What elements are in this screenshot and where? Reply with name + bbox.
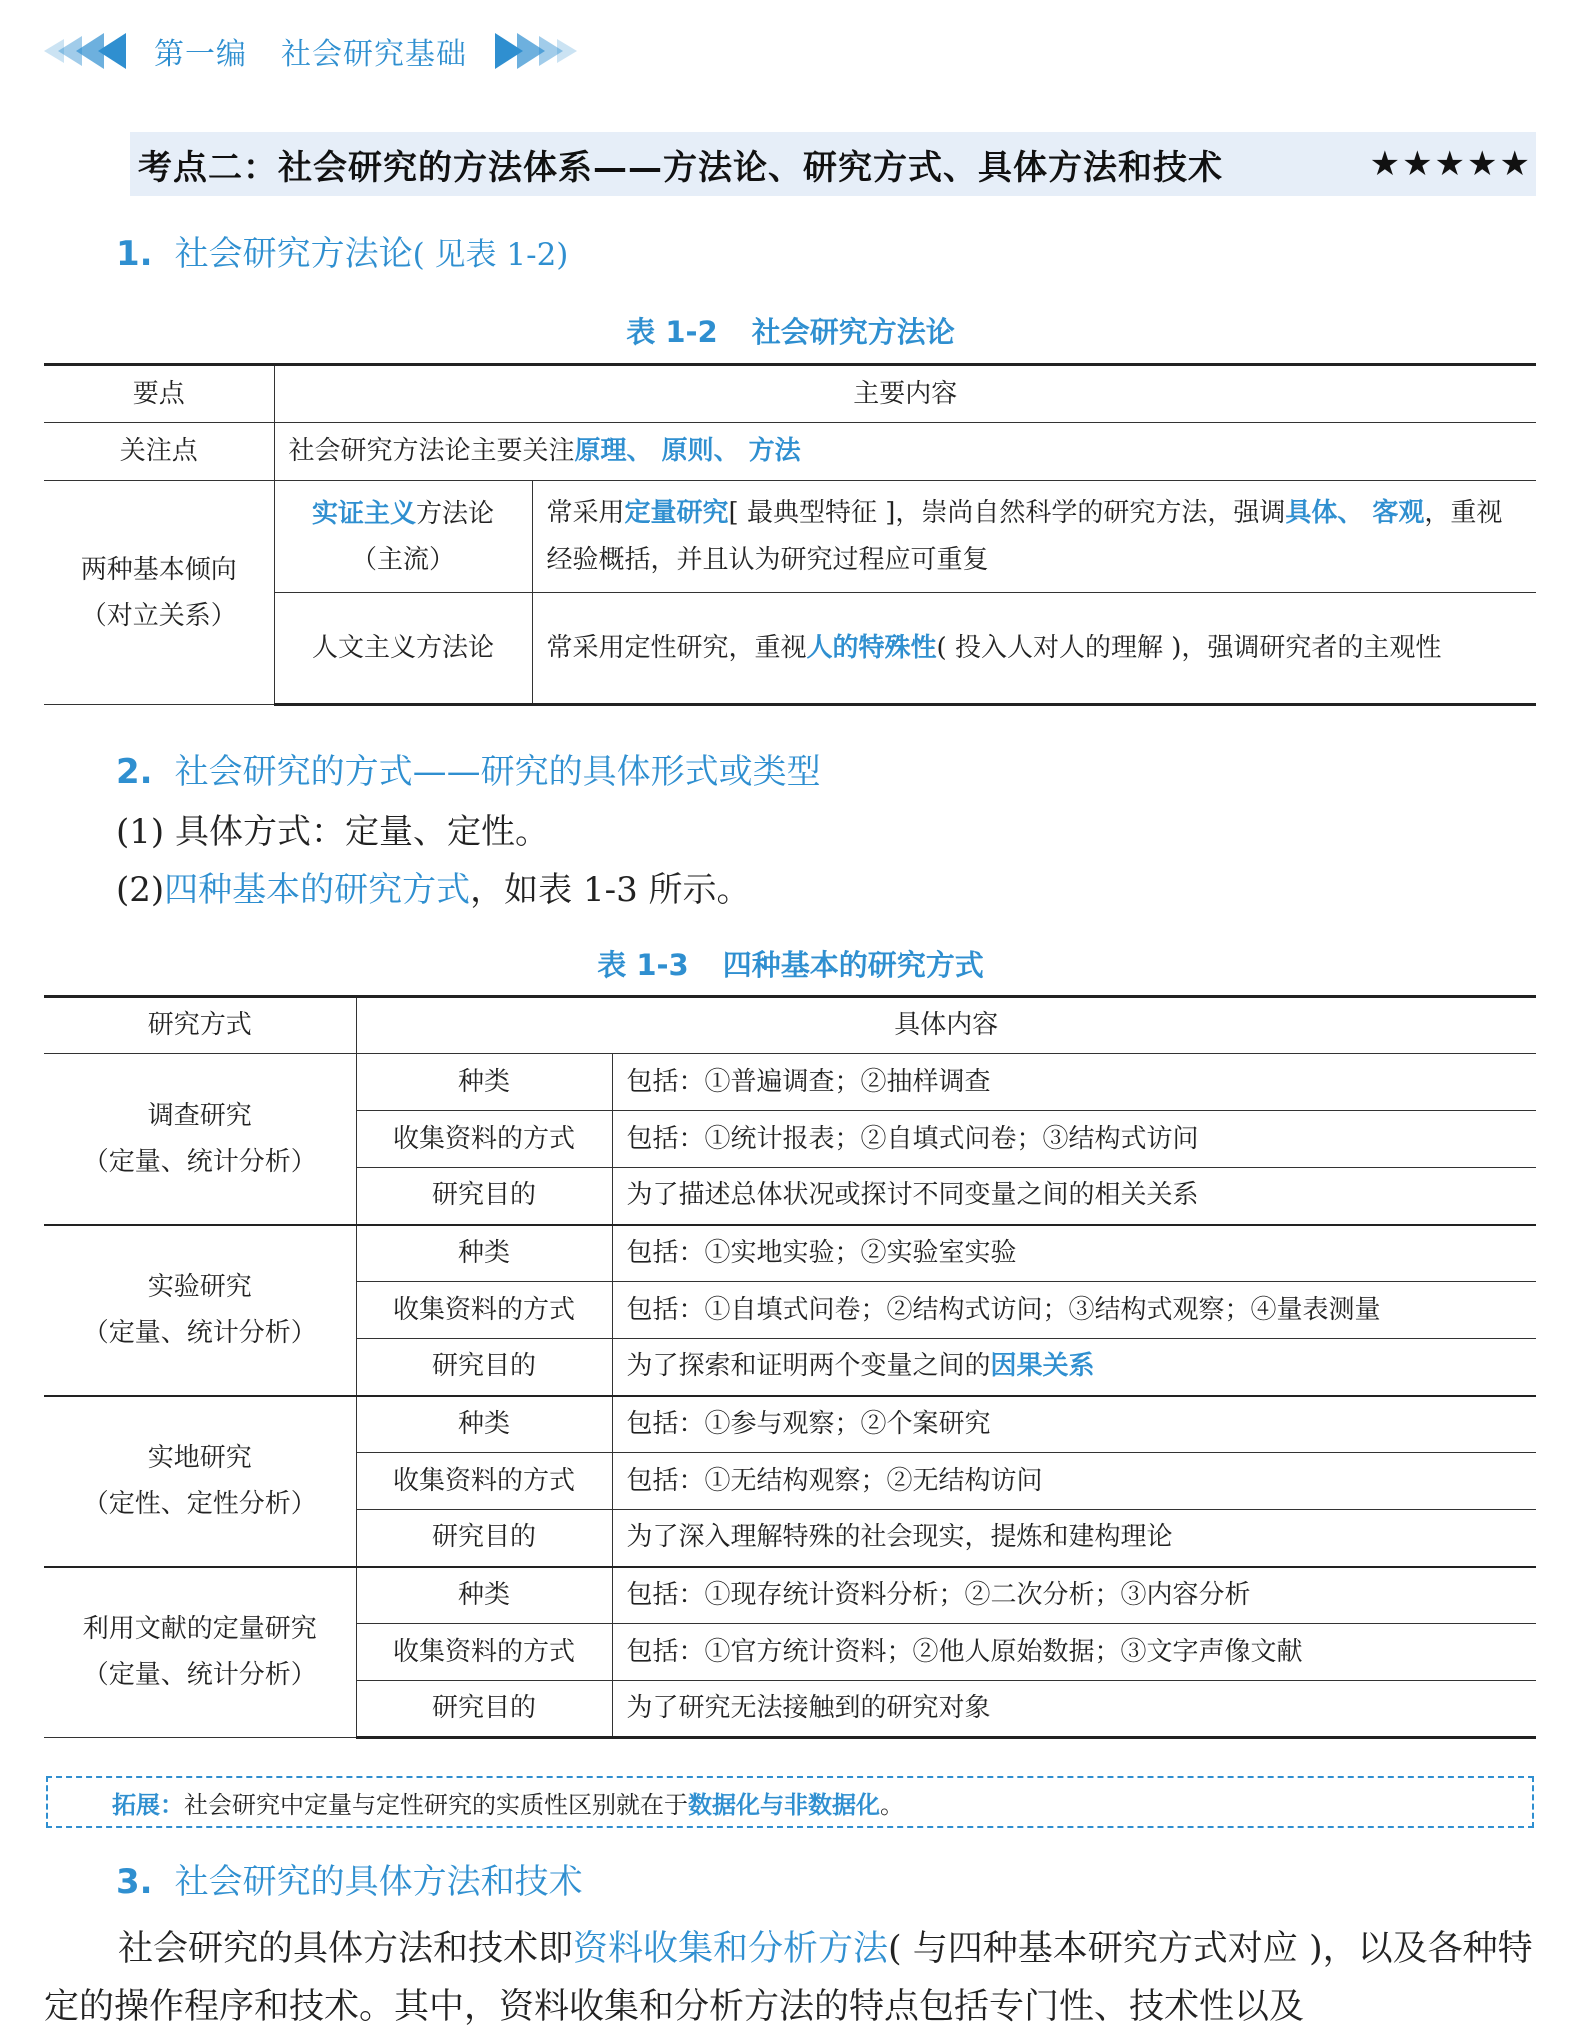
item-2-highlight: 四种基本的研究方式: [164, 870, 471, 910]
attribute-value: [612, 1510, 1536, 1567]
caption-number: 表 1-2: [626, 315, 718, 349]
positivism-sub: （主流）: [350, 544, 455, 575]
attribute-value: [612, 1225, 1536, 1282]
humanism-content: [532, 593, 1536, 705]
positivism-c2: 定量研究: [624, 497, 729, 528]
key-point-title: 考点二：社会研究的方法体系——方法论、研究方式、具体方法和技术: [138, 147, 1223, 188]
section-2-heading: [116, 744, 821, 793]
attribute-highlight: 因果关系: [990, 1351, 1095, 1382]
extension-highlight: 数据化与非数据化: [688, 1789, 880, 1819]
attribute-text: 包括：①自填式问卷；②结构式访问；③结构式观察；④量表测量: [626, 1294, 1381, 1325]
positivism-c3: [ 最典型特征 ]，崇尚自然科学的研究方法，强调: [728, 497, 1286, 528]
table-1-2: [44, 363, 1536, 706]
section-number: 3.: [116, 1862, 153, 1902]
section-number: 1.: [116, 234, 153, 274]
method-name-cell: [44, 1225, 356, 1396]
table-1-3-caption: [0, 943, 1581, 984]
paragraph-part-2: ( 与四种基本研究方式对应 )，以及各种特定的操作程序和技术。其中，资料收集和分析方法的特点包括专门性、技术性以及: [44, 1929, 1533, 2027]
section-2-item-1: (1) 具体方式：定量、定性。: [116, 812, 549, 852]
attribute-value: [612, 1339, 1536, 1396]
method-sub: （定量、统计分析）: [82, 1660, 317, 1691]
table-row: [44, 1054, 1536, 1111]
chapter-header: [44, 28, 577, 74]
attribute-value: [612, 1282, 1536, 1339]
section-3-heading: [116, 1854, 583, 1903]
method-sub: （定量、统计分析）: [82, 1146, 317, 1177]
extension-text: 社会研究中定量与定性研究的实质性区别就在于: [184, 1790, 688, 1819]
attribute-text: 为了研究无法接触到的研究对象: [626, 1693, 991, 1723]
positivism-cell: [274, 481, 532, 593]
key-point-banner: [130, 132, 1536, 196]
humanism-cell: 人文主义方法论: [274, 593, 532, 705]
attribute-label: 收集资料的方式: [356, 1282, 612, 1339]
method-name: 调查研究: [147, 1100, 252, 1131]
attribute-value: [612, 1567, 1536, 1624]
table-row: [44, 1396, 1536, 1453]
attribute-value: [612, 1054, 1536, 1111]
part-title: 社会研究基础: [281, 37, 467, 72]
section-2-item-2: [116, 862, 751, 911]
method-name-cell: [44, 1054, 356, 1225]
attribute-value: [612, 1111, 1536, 1168]
item-2-suffix: ，如表 1-3 所示。: [470, 870, 751, 910]
table-1-3: [44, 995, 1536, 1739]
rating-stars-icon: ★★★★★: [1369, 144, 1532, 184]
section-3-paragraph: [44, 1920, 1536, 2036]
header-content: 主要内容: [274, 365, 1536, 423]
header-point: 要点: [44, 365, 274, 423]
section-1-heading: [116, 226, 568, 275]
attribute-text: 包括：①普遍调查；②抽样调查: [626, 1066, 991, 1097]
attribute-value: [612, 1168, 1536, 1225]
attribute-text: 包括：①现存统计资料分析；②二次分析；③内容分析: [626, 1579, 1251, 1610]
method-name-cell: [44, 1567, 356, 1738]
positivism-c4: 具体、 客观: [1285, 497, 1425, 528]
method-name: 利用文献的定量研究: [82, 1614, 317, 1645]
table-row: [44, 1567, 1536, 1624]
attribute-label: 种类: [356, 1567, 612, 1624]
attribute-text: 包括：①官方统计资料；②他人原始数据；③文字声像文献: [626, 1636, 1303, 1667]
extension-end: 。: [880, 1790, 904, 1819]
humanism-c2: 人的特殊性: [806, 632, 937, 663]
humanism-c3: ( 投入人对人的理解 )，强调研究者的主观性: [936, 632, 1442, 663]
extension-note: [46, 1776, 1534, 1828]
caption-number: 表 1-3: [597, 948, 689, 982]
humanism-c1: 常采用定性研究，重视: [546, 632, 807, 663]
attribute-text: 为了深入理解特殊的社会现实，提炼和建构理论: [626, 1522, 1173, 1553]
table-row: [44, 1225, 1536, 1282]
section-ref: ( 见表 1-2): [412, 237, 569, 273]
method-name: 实地研究: [147, 1443, 252, 1473]
method-sub: （定性、定性分析）: [82, 1489, 317, 1519]
extension-label: 拓展：: [112, 1789, 184, 1819]
attribute-label: 收集资料的方式: [356, 1624, 612, 1681]
tendency-label-sub: （对立关系）: [80, 600, 237, 631]
positivism-c5: ，重视经验概括，并且认为研究过程应可重复: [546, 497, 1503, 575]
positivism-highlight: 实证主义: [311, 498, 416, 529]
attribute-label: 收集资料的方式: [356, 1453, 612, 1510]
section-title: 社会研究的具体方法和技术: [174, 1862, 583, 1902]
attribute-text: 为了探索和证明两个变量之间的: [626, 1351, 991, 1382]
attribute-text: 包括：①实地实验；②实验室实验: [626, 1237, 1017, 1268]
paragraph-highlight: 资料收集和分析方法: [573, 1929, 889, 1969]
focus-text: 社会研究方法论主要关注: [288, 436, 575, 466]
attribute-label: 种类: [356, 1054, 612, 1111]
method-name: 实验研究: [147, 1272, 252, 1302]
attribute-value: [612, 1681, 1536, 1738]
part-label: 第一编: [154, 37, 247, 72]
attribute-value: [612, 1453, 1536, 1510]
positivism-content: [532, 481, 1536, 593]
tendency-label-main: 两种基本倾向: [80, 554, 237, 585]
table-1-2-caption: [0, 310, 1581, 351]
attribute-label: 研究目的: [356, 1168, 612, 1225]
section-title: 社会研究方法论: [174, 234, 413, 274]
attribute-text: 包括：①统计报表；②自填式问卷；③结构式访问: [626, 1123, 1199, 1154]
attribute-text: 为了描述总体状况或探讨不同变量之间的相关关系: [626, 1180, 1199, 1211]
focus-label: 关注点: [44, 423, 274, 481]
positivism-c1: 常采用: [546, 497, 625, 528]
section-number: 2.: [116, 752, 153, 792]
left-arrows-icon: [44, 33, 120, 69]
paragraph-part-1: 社会研究的具体方法和技术即: [118, 1929, 574, 1969]
section-title: 社会研究的方式——研究的具体形式或类型: [174, 752, 821, 792]
attribute-text: 包括：①无结构观察；②无结构访问: [626, 1465, 1043, 1496]
attribute-label: 研究目的: [356, 1510, 612, 1567]
attribute-label: 收集资料的方式: [356, 1111, 612, 1168]
attribute-text: 包括：①参与观察；②个案研究: [626, 1408, 991, 1439]
tendency-label: [44, 481, 274, 705]
positivism-rest: 方法论: [416, 498, 495, 529]
header-content: 具体内容: [356, 997, 1536, 1054]
right-arrows-icon: [501, 33, 577, 69]
item-2-prefix: (2): [116, 870, 165, 910]
attribute-value: [612, 1624, 1536, 1681]
caption-title: 社会研究方法论: [751, 315, 955, 349]
method-name-cell: [44, 1396, 356, 1567]
caption-title: 四种基本的研究方式: [722, 948, 984, 982]
focus-cell: [274, 423, 1536, 481]
header-method: 研究方式: [44, 997, 356, 1054]
attribute-label: 研究目的: [356, 1339, 612, 1396]
method-sub: （定量、统计分析）: [82, 1318, 317, 1348]
focus-highlight: 原理、 原则、 方法: [574, 436, 801, 466]
attribute-label: 研究目的: [356, 1681, 612, 1738]
attribute-label: 种类: [356, 1396, 612, 1453]
attribute-value: [612, 1396, 1536, 1453]
attribute-label: 种类: [356, 1225, 612, 1282]
